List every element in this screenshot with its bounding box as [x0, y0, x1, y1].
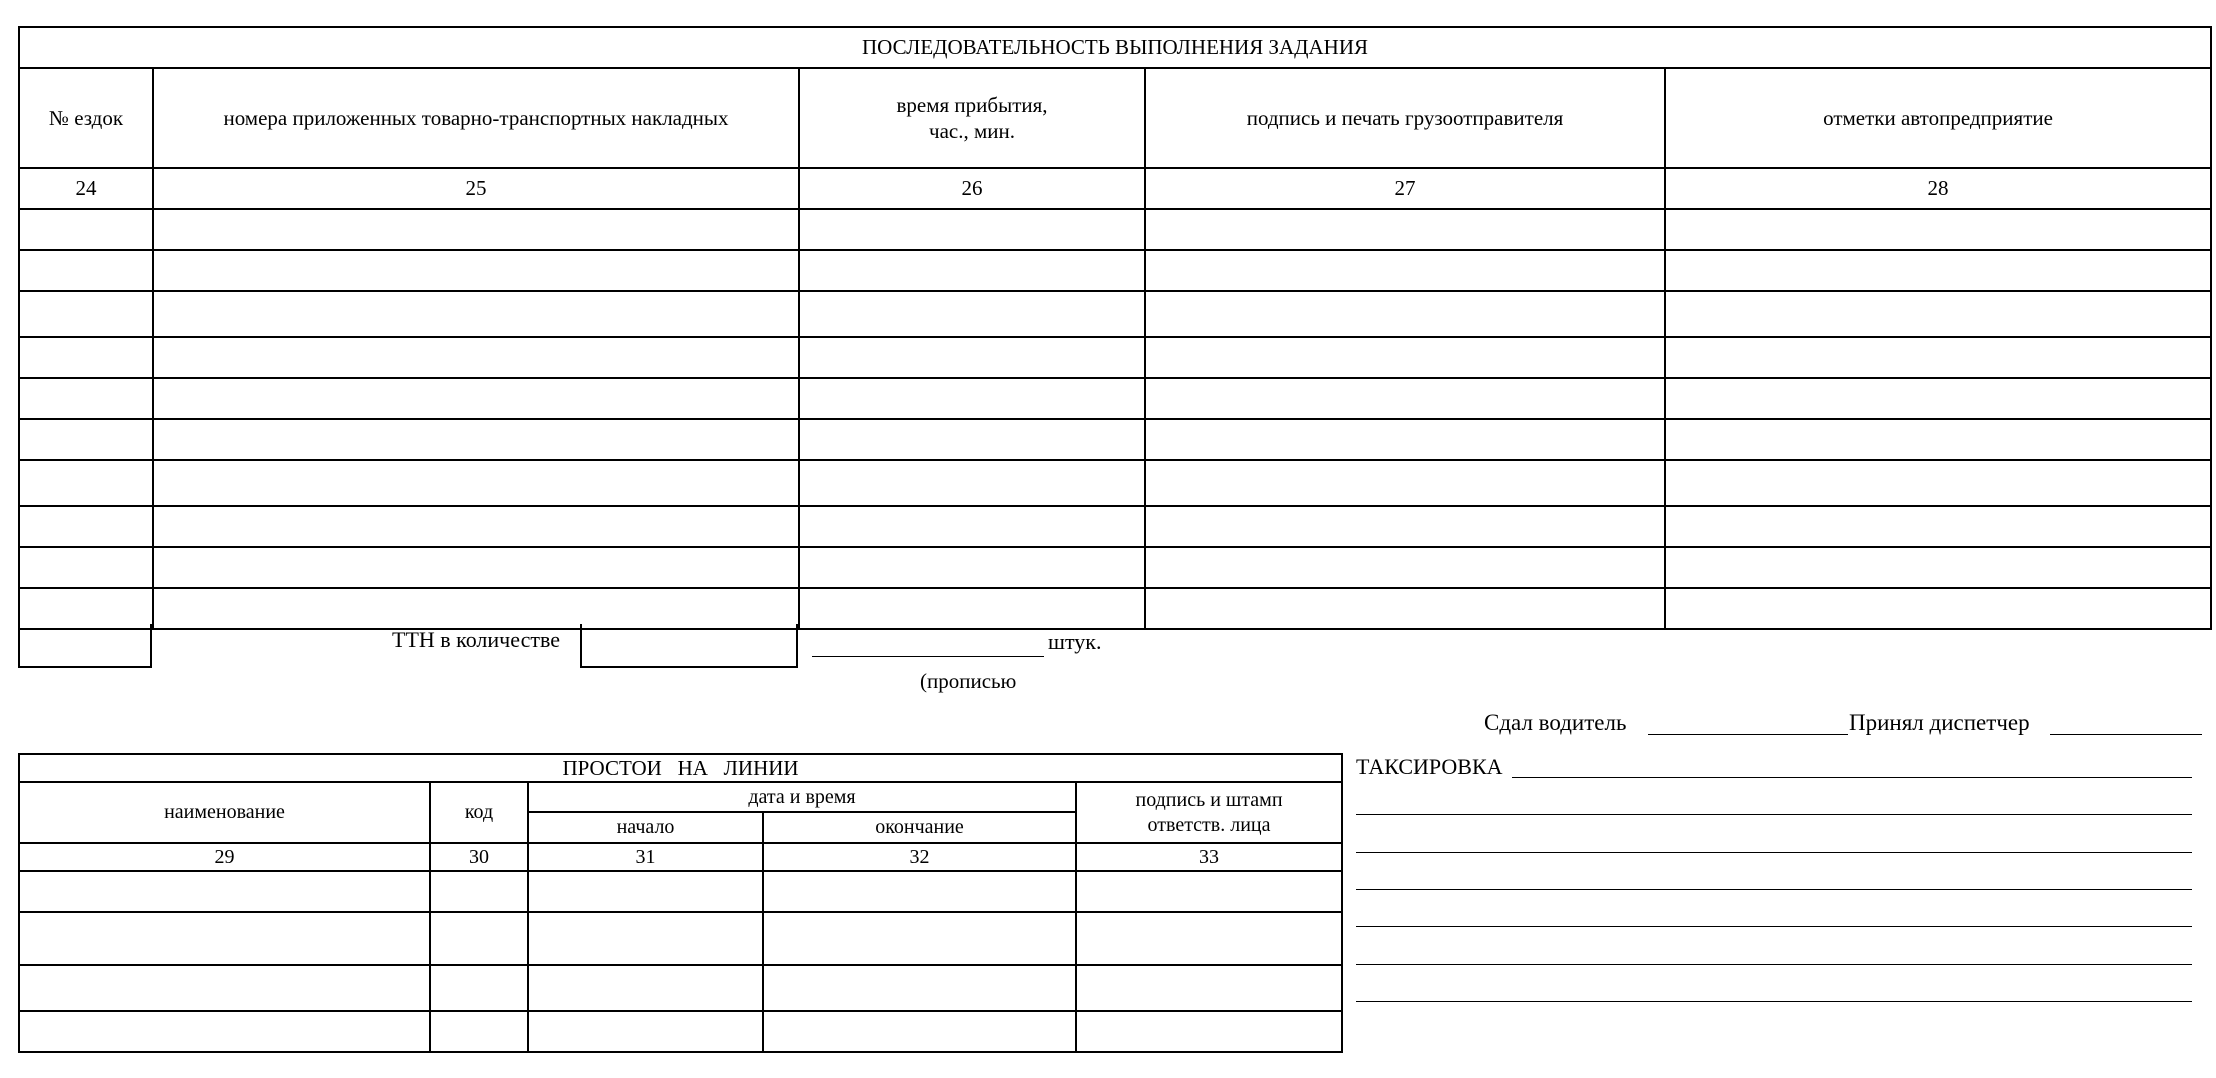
trip-cell[interactable] — [19, 291, 153, 337]
trip-cell[interactable] — [19, 419, 153, 460]
marks-cell[interactable] — [1665, 209, 2211, 250]
header-waybill-numbers: номера приложенных товарно-транспортных накладных — [153, 68, 799, 168]
taxation-line[interactable] — [1356, 926, 2192, 927]
table-row — [19, 337, 2211, 378]
arrival-cell[interactable] — [799, 588, 1145, 629]
arrival-cell[interactable] — [799, 419, 1145, 460]
header-enterprise-marks: отметки автопредприятие — [1665, 68, 2211, 168]
start-cell[interactable] — [528, 965, 763, 1011]
waybill-cell[interactable] — [153, 378, 799, 419]
column-number: 25 — [153, 168, 799, 209]
waybill-cell[interactable] — [153, 547, 799, 588]
trip-cell[interactable] — [19, 250, 153, 291]
marks-cell[interactable] — [1665, 337, 2211, 378]
header-date-time: дата и время — [528, 782, 1076, 812]
table-row — [19, 419, 2211, 460]
column-number: 32 — [763, 843, 1076, 871]
trip-cell[interactable] — [19, 588, 153, 629]
column-number: 31 — [528, 843, 763, 871]
table-row — [19, 506, 2211, 547]
waybill-cell[interactable] — [153, 419, 799, 460]
table-row — [19, 912, 1342, 965]
end-cell[interactable] — [763, 1011, 1076, 1052]
name-cell[interactable] — [19, 965, 430, 1011]
trip-cell[interactable] — [19, 547, 153, 588]
taxation-label: ТАКСИРОВКА — [1356, 754, 1503, 779]
column-number: 24 — [19, 168, 153, 209]
end-cell[interactable] — [763, 912, 1076, 965]
marks-cell[interactable] — [1665, 506, 2211, 547]
table-row — [19, 547, 2211, 588]
column-number: 28 — [1665, 168, 2211, 209]
signature-cell[interactable] — [1076, 871, 1342, 912]
signature-cell[interactable] — [1145, 419, 1665, 460]
sequence-table-title: ПОСЛЕДОВАТЕЛЬНОСТЬ ВЫПОЛНЕНИЯ ЗАДАНИЯ — [19, 27, 2211, 68]
signature-cell[interactable] — [1145, 337, 1665, 378]
name-cell[interactable] — [19, 871, 430, 912]
table-row — [19, 250, 2211, 291]
downtime-header-row — [19, 782, 1342, 812]
end-cell[interactable] — [763, 965, 1076, 1011]
arrival-cell[interactable] — [799, 209, 1145, 250]
column-number: 30 — [430, 843, 528, 871]
sequence-table — [18, 26, 2212, 630]
table-row — [19, 588, 2211, 629]
sequence-header-row — [19, 68, 2211, 168]
trip-cell[interactable] — [19, 209, 153, 250]
arrival-cell[interactable] — [799, 460, 1145, 506]
downtime-table — [18, 753, 1343, 1053]
sequence-number-row — [19, 168, 2211, 209]
header-arrival-time: время прибытия, час., мин. — [799, 68, 1145, 168]
column-number: 33 — [1076, 843, 1342, 871]
trip-cell[interactable] — [19, 337, 153, 378]
taxation-line[interactable] — [1356, 889, 2192, 890]
arrival-cell[interactable] — [799, 250, 1145, 291]
marks-cell[interactable] — [1665, 419, 2211, 460]
table-row — [19, 378, 2211, 419]
start-cell[interactable] — [528, 871, 763, 912]
downtime-table-title: ПРОСТОИ НА ЛИНИИ — [19, 754, 1342, 782]
table-row — [19, 1011, 1342, 1052]
signature-cell[interactable] — [1145, 378, 1665, 419]
waybill-cell[interactable] — [153, 250, 799, 291]
name-cell[interactable] — [19, 1011, 430, 1052]
dispatcher-signature-line[interactable] — [2050, 734, 2202, 735]
header-name: наименование — [19, 782, 430, 843]
taxation-line[interactable] — [1356, 852, 2192, 853]
column-number: 26 — [799, 168, 1145, 209]
ttn-in-words-note: (прописью — [920, 669, 1017, 693]
end-cell[interactable] — [763, 871, 1076, 912]
trip-cell[interactable] — [19, 460, 153, 506]
name-cell[interactable] — [19, 912, 430, 965]
marks-cell[interactable] — [1665, 291, 2211, 337]
arrival-cell[interactable] — [799, 547, 1145, 588]
table-row — [19, 965, 1342, 1011]
taxation-line[interactable] — [1356, 964, 2192, 965]
signature-cell[interactable] — [1145, 209, 1665, 250]
ttn-total-trips-cell[interactable] — [18, 624, 152, 668]
arrival-cell[interactable] — [799, 378, 1145, 419]
ttn-count-label: ТТН в количестве — [392, 627, 560, 652]
taxation-line[interactable] — [1356, 1001, 2192, 1002]
marks-cell[interactable] — [1665, 460, 2211, 506]
code-cell[interactable] — [430, 965, 528, 1011]
signature-cell[interactable] — [1145, 547, 1665, 588]
waybill-cell[interactable] — [153, 209, 799, 250]
start-cell[interactable] — [528, 912, 763, 965]
table-row — [19, 291, 2211, 337]
arrival-cell[interactable] — [799, 291, 1145, 337]
arrival-cell[interactable] — [799, 337, 1145, 378]
downtime-number-row — [19, 843, 1342, 871]
signature-cell[interactable] — [1145, 460, 1665, 506]
header-start: начало — [528, 812, 763, 843]
column-number: 27 — [1145, 168, 1665, 209]
signature-cell[interactable] — [1145, 250, 1665, 291]
column-number: 29 — [19, 843, 430, 871]
header-end: окончание — [763, 812, 1076, 843]
signature-cell[interactable] — [1076, 1011, 1342, 1052]
header-shipper-signature: подпись и печать грузоотправителя — [1145, 68, 1665, 168]
taxation-line[interactable] — [1512, 777, 2192, 778]
signature-cell[interactable] — [1145, 291, 1665, 337]
ttn-count-box[interactable] — [580, 624, 798, 668]
trip-cell[interactable] — [19, 378, 153, 419]
ttn-count-written-line[interactable] — [812, 656, 1044, 657]
table-row — [19, 460, 2211, 506]
signature-cell[interactable] — [1076, 912, 1342, 965]
marks-cell[interactable] — [1665, 547, 2211, 588]
waybill-cell[interactable] — [153, 460, 799, 506]
marks-cell[interactable] — [1665, 378, 2211, 419]
waybill-cell[interactable] — [153, 291, 799, 337]
signature-cell[interactable] — [1145, 506, 1665, 547]
trip-cell[interactable] — [19, 506, 153, 547]
driver-signature-line[interactable] — [1648, 734, 1848, 735]
header-responsible-signature: подпись и штамп ответств. лица — [1076, 782, 1342, 843]
header-trip-number: № ездок — [19, 68, 153, 168]
waybill-cell[interactable] — [153, 588, 799, 629]
waybill-cell[interactable] — [153, 337, 799, 378]
taxation-line[interactable] — [1356, 814, 2192, 815]
code-cell[interactable] — [430, 1011, 528, 1052]
table-row — [19, 209, 2211, 250]
arrival-cell[interactable] — [799, 506, 1145, 547]
header-code: код — [430, 782, 528, 843]
table-row — [19, 871, 1342, 912]
marks-cell[interactable] — [1665, 250, 2211, 291]
start-cell[interactable] — [528, 1011, 763, 1052]
signature-cell[interactable] — [1145, 588, 1665, 629]
ttn-pieces-label: штук. — [1048, 629, 1102, 654]
marks-cell[interactable] — [1665, 588, 2211, 629]
driver-handed-over-label: Сдал водитель — [1484, 710, 1627, 735]
code-cell[interactable] — [430, 912, 528, 965]
waybill-cell[interactable] — [153, 506, 799, 547]
code-cell[interactable] — [430, 871, 528, 912]
dispatcher-received-label: Принял диспетчер — [1849, 710, 2030, 735]
signature-cell[interactable] — [1076, 965, 1342, 1011]
